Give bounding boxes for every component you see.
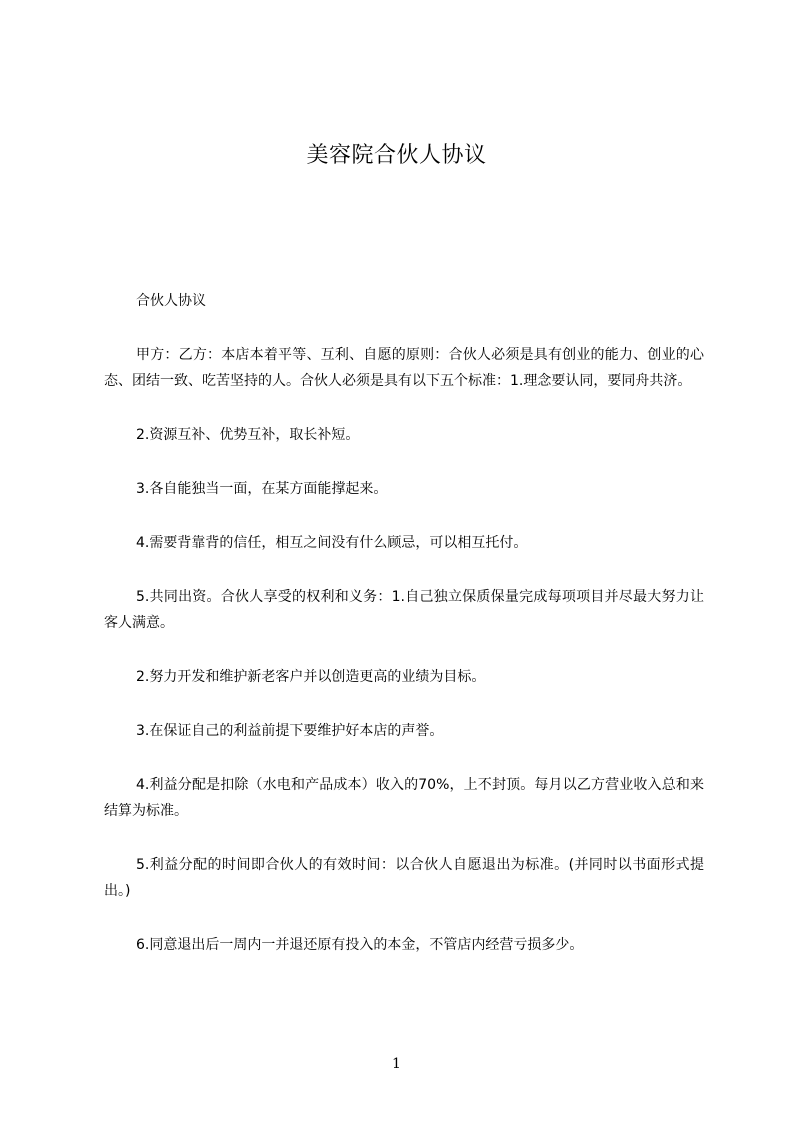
document-body (104, 288, 704, 958)
paragraph-right-2: 2.努力开发和维护新老客户并以创造更高的业绩为目标。 (136, 669, 486, 685)
page-number: 1 (392, 1056, 401, 1072)
paragraph-standard-4: 4.需要背靠背的信任，相互之间没有什么顾忌，可以相互托付。 (136, 535, 528, 551)
paragraph-standard-2: 2.资源互补、优势互补，取长补短。 (136, 427, 360, 443)
paragraph-standard-3: 3.各自能独当一面，在某方面能撑起来。 (136, 481, 388, 497)
paragraph-right-6: 6.同意退出后一周内一并退还原有投入的本金，不管店内经营亏损多少。 (136, 937, 584, 953)
paragraph-heading: 合伙人协议 (136, 293, 206, 309)
paragraph-right-3: 3.在保证自己的利益前提下要维护好本店的声誉。 (136, 723, 444, 739)
paragraph-right-5: 5.利益分配的时间即合伙人的有效时间：以合伙人自愿退出为标准。(并同时以书面形式提出。) (104, 857, 704, 899)
paragraph-intro: 甲方：乙方：本店本着平等、互利、自愿的原则：合伙人必须是具有创业的能力、创业的心态、团结一致、吃苦坚持的人。合伙人必须是具有以下五个标准：1.理念要认同，要同舟共济。 (104, 347, 704, 389)
document-title: 美容院合伙人协议 (306, 143, 487, 168)
paragraph-standard-5-rights: 5.共同出资。合伙人享受的权利和义务：1.自己独立保质保量完成每项项目并尽最大努力让客人满意。 (104, 589, 704, 631)
paragraph-right-4: 4.利益分配是扣除（水电和产品成本）收入的70%，上不封顶。每月以乙方营业收入总和来结算为标准。 (104, 777, 704, 819)
